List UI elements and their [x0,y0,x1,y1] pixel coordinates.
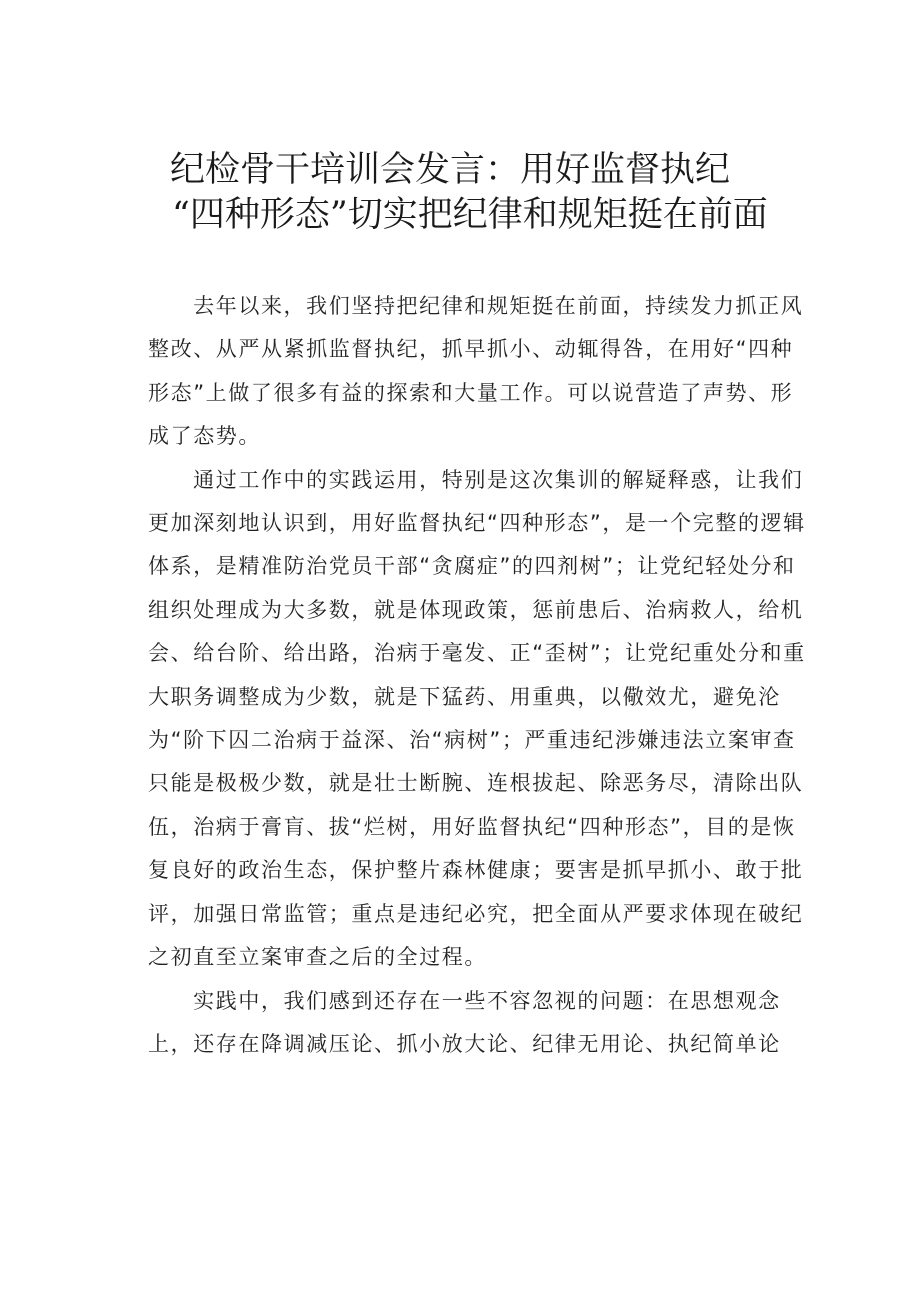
paragraph-2: 通过工作中的实践运用，特别是这次集训的解疑释惑，让我们更加深刻地认识到，用好监督执纪“四种形态”，是一个完整的逻辑体系，是精准防治党员干部“贪腐症”的四剂树”；让党纪轻处分和组织处理成为大多数，就是体现政策，惩前患后、治病救人，给机会、给台阶、给出路，治病于毫发、正“歪树”；让党纪重处分和重大职务调整成为少数，就是下猛药、用重典，以儆效尤，避免沦为“阶下囚二治病于益深、治“病树”；严重违纪涉嫌违法立案审查只能是极极少数，就是壮士断腕、连根拔起、除恶务尽，清除出队伍，治病于膏肓、拔“烂树，用好监督执纪“四种形态”，目的是恢复良好的政治生态，保护整片森林健康；要害是抓早抓小、敢于批评，加强日常监管；重点是违纪必究，把全面从严要求体现在破纪之初直至立案审查之后的全过程。 [148,467,806,970]
document-title [140,148,820,238]
title-line-2: “四种形态”切实把纪律和规矩挺在前面 [172,195,768,235]
paragraph-3: 实践中，我们感到还存在一些不容忽视的问题：在思想观念上，还存在降调减压论、抓小放大论、纪律无用论、执纪简单论 [148,988,781,1056]
paragraph-1: 去年以来，我们坚持把纪律和规矩挺在前面，持续发力抓正风整改、从严从紧抓监督执纪，抓早抓小、动辄得咎，在用好“四种形态”上做了很多有益的探索和大量工作。可以说营造了声势、形成了态势。 [148,294,804,449]
document-body [148,285,814,1066]
title-line-1: 纪检骨干培训会发言：用好监督执纪 [170,150,731,190]
